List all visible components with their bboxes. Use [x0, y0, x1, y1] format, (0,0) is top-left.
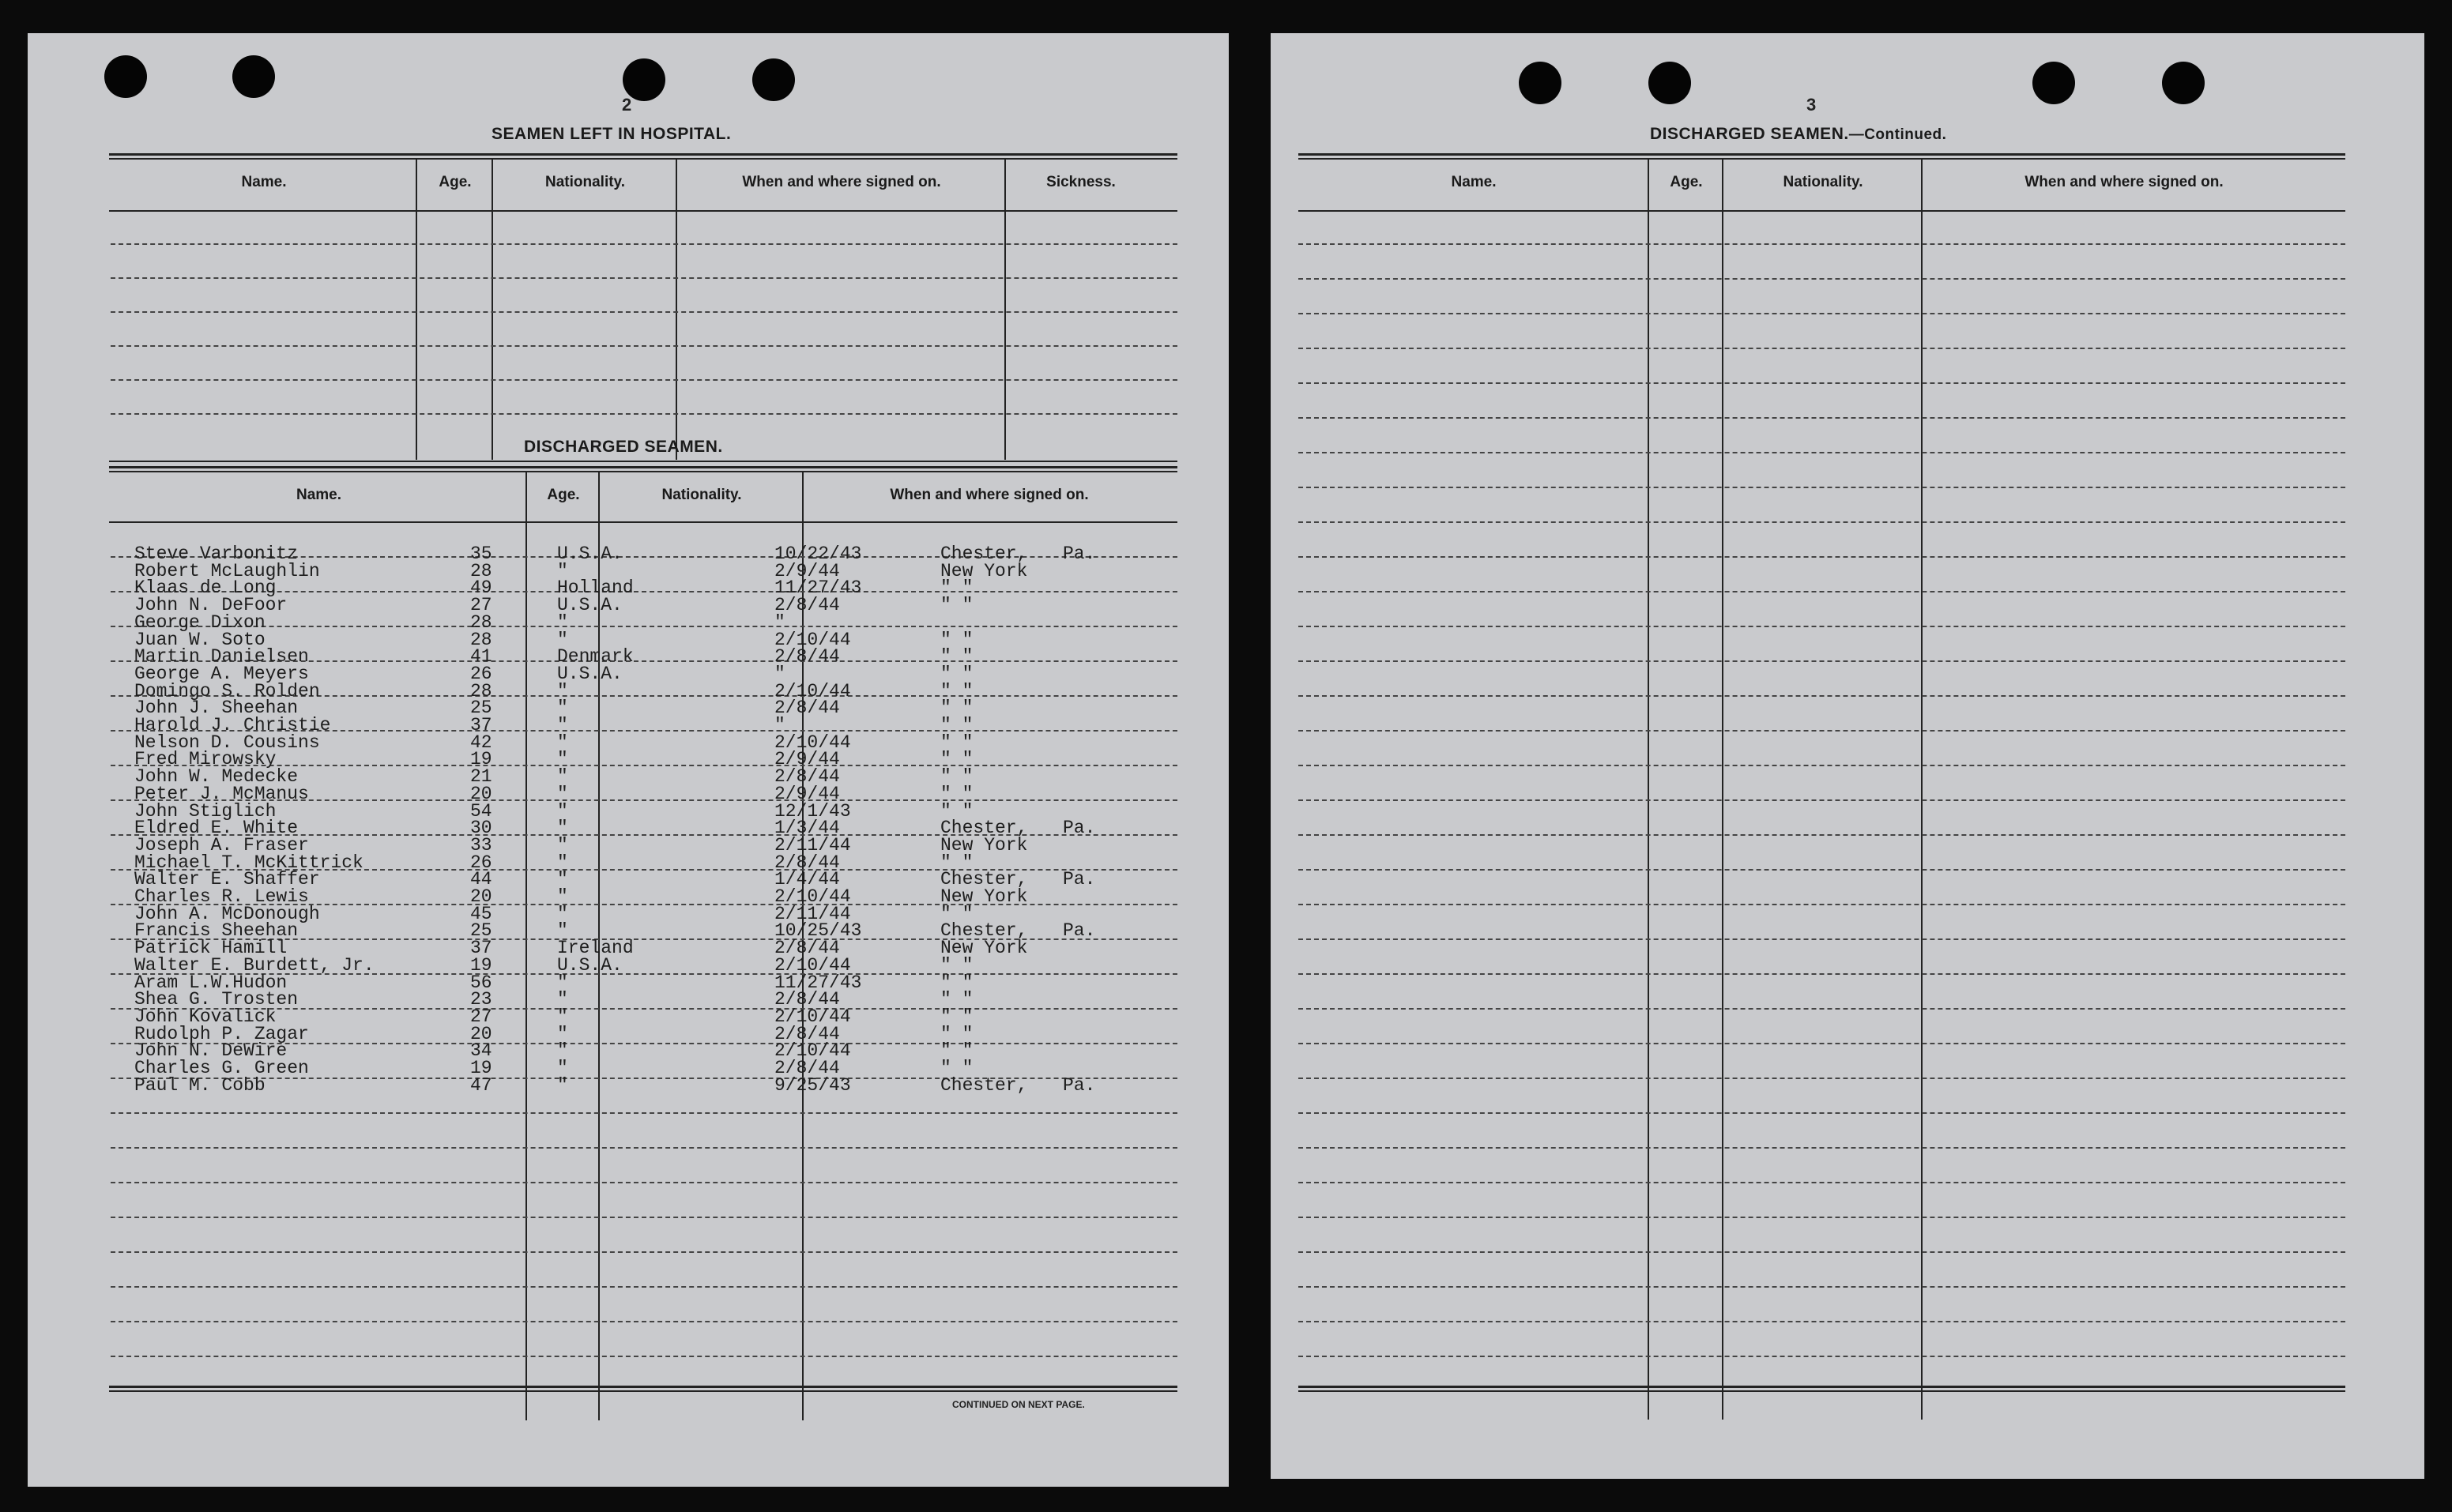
col-header-signed-on: When and where signed on. — [890, 487, 1089, 503]
seaman-name: Michael T. McKittrick — [134, 852, 363, 873]
signed-on-date: 2/8/44 — [774, 852, 840, 873]
seaman-name: Joseph A. Fraser — [134, 834, 309, 856]
ruled-line — [1298, 1043, 2345, 1044]
signed-on-date: 1/3/44 — [774, 818, 840, 839]
seaman-age: 26 — [470, 852, 492, 873]
ruled-line — [111, 1182, 1177, 1183]
ruled-line — [1298, 1078, 2345, 1079]
header-rule — [109, 521, 1177, 523]
seaman-name: John W. Medecke — [134, 766, 299, 788]
seaman-name: Klaas de Long — [134, 577, 277, 599]
signed-on-state: Pa. — [1063, 920, 1096, 942]
seaman-age: 27 — [470, 595, 492, 616]
ruled-line — [111, 413, 1177, 415]
signed-on-date: 2/11/44 — [774, 903, 851, 924]
seaman-age: 30 — [470, 818, 492, 839]
column-divider — [492, 160, 493, 460]
ruled-line — [1298, 938, 2345, 940]
binder-hole — [752, 58, 795, 101]
signed-on-state: Pa. — [1063, 543, 1096, 564]
col-header-name: Name. — [1451, 174, 1497, 190]
seaman-nationality: " — [557, 1040, 568, 1062]
ruled-line — [1298, 660, 2345, 662]
seaman-age: 27 — [470, 1006, 492, 1027]
signed-on-date: 2/8/44 — [774, 595, 840, 616]
signed-on-place: Chester, — [940, 1074, 1028, 1096]
ruled-line — [1298, 1356, 2345, 1357]
page-number: 3 — [1806, 95, 1817, 115]
seaman-name: Walter E. Shaffer — [134, 869, 320, 890]
ruled-line — [1298, 1182, 2345, 1183]
seaman-nationality: " — [557, 869, 568, 890]
seaman-nationality: " — [557, 800, 568, 822]
seaman-age: 41 — [470, 646, 492, 668]
ruled-line — [1298, 1112, 2345, 1114]
seaman-nationality: " — [557, 560, 568, 581]
column-divider — [676, 160, 677, 460]
signed-on-date: " — [774, 611, 785, 633]
ruled-line — [111, 1251, 1177, 1253]
ruled-line — [1298, 1147, 2345, 1149]
signed-on-place: Chester, — [940, 920, 1028, 942]
table-top-rule — [109, 466, 1177, 472]
ruled-line — [1298, 834, 2345, 836]
signed-on-place: Chester, — [940, 869, 1028, 890]
seaman-nationality: " — [557, 818, 568, 839]
signed-on-place: " " — [940, 749, 974, 770]
discharged-continued-title — [1650, 125, 1946, 144]
signed-on-place: " " — [940, 1023, 974, 1044]
seaman-nationality: " — [557, 732, 568, 753]
seaman-age: 25 — [470, 698, 492, 719]
col-header-name: Name. — [296, 487, 342, 503]
signed-on-place: " " — [940, 1040, 974, 1062]
binder-hole — [2162, 62, 2205, 104]
seaman-name: Harold J. Christie — [134, 715, 331, 735]
signed-on-date: 10/22/43 — [774, 543, 862, 564]
seaman-age: 28 — [470, 680, 492, 701]
binder-hole — [104, 55, 147, 98]
seaman-name: Walter E. Burdett, Jr. — [134, 954, 375, 976]
binder-hole — [1648, 62, 1691, 104]
signed-on-place: " " — [940, 698, 974, 719]
signed-on-place: New York — [940, 938, 1028, 959]
seaman-nationality: " — [557, 698, 568, 719]
seaman-age: 45 — [470, 903, 492, 924]
ruled-line — [1298, 626, 2345, 627]
signed-on-place: " " — [940, 577, 974, 599]
seaman-name: Domingo S. Rolden — [134, 680, 320, 701]
seaman-nationality: U.S.A. — [557, 663, 623, 684]
table-top-rule — [1298, 153, 2345, 160]
title-text: DISCHARGED SEAMEN. — [1650, 125, 1849, 143]
ruled-line — [111, 1147, 1177, 1149]
seaman-age: 42 — [470, 732, 492, 753]
seaman-nationality: Ireland — [557, 938, 634, 959]
discharged-section-title: DISCHARGED SEAMEN. — [524, 438, 723, 456]
signed-on-place: " " — [940, 972, 974, 993]
col-header-nationality: Nationality. — [545, 174, 625, 190]
signed-on-place: " " — [940, 1006, 974, 1027]
table-bottom-rule — [109, 1386, 1177, 1392]
seaman-name: Eldred E. White — [134, 818, 299, 839]
seaman-nationality: U.S.A. — [557, 543, 623, 564]
seaman-nationality: " — [557, 903, 568, 924]
seaman-name: John Kovalick — [134, 1006, 277, 1027]
signed-on-place: " " — [940, 595, 974, 616]
signed-on-date: 2/10/44 — [774, 1006, 851, 1027]
signed-on-place: " " — [940, 715, 974, 735]
seaman-nationality: " — [557, 852, 568, 873]
ruled-line — [1298, 591, 2345, 592]
signed-on-date: 2/10/44 — [774, 954, 851, 976]
signed-on-state: Pa. — [1063, 869, 1096, 890]
signed-on-place: " " — [940, 732, 974, 753]
signed-on-place: " " — [940, 783, 974, 804]
seaman-name: Martin Danielsen — [134, 646, 309, 668]
seaman-age: 33 — [470, 834, 492, 856]
ruled-line — [1298, 452, 2345, 453]
left-page — [28, 33, 1229, 1487]
signed-on-date: 2/9/44 — [774, 783, 840, 804]
seaman-name: Steve Varbonitz — [134, 543, 299, 564]
signed-on-place: New York — [940, 834, 1028, 856]
seaman-name: John Stiglich — [134, 800, 277, 822]
seaman-age: 19 — [470, 954, 492, 976]
ruled-line — [1298, 487, 2345, 488]
seaman-age: 20 — [470, 1023, 492, 1044]
seaman-name: George A. Meyers — [134, 663, 309, 684]
signed-on-place: Chester, — [940, 818, 1028, 839]
signed-on-date: 10/25/43 — [774, 920, 862, 942]
seaman-nationality: " — [557, 680, 568, 701]
signed-on-date: 2/10/44 — [774, 629, 851, 650]
ruled-line — [1298, 1286, 2345, 1288]
seaman-age: 26 — [470, 663, 492, 684]
column-divider — [525, 472, 527, 1420]
signed-on-state: Pa. — [1063, 818, 1096, 839]
signed-on-date: 2/9/44 — [774, 749, 840, 770]
signed-on-date: 2/9/44 — [774, 560, 840, 581]
ruled-line — [1298, 243, 2345, 245]
signed-on-date: 2/10/44 — [774, 1040, 851, 1062]
col-header-nationality: Nationality. — [1783, 174, 1863, 190]
ruled-line — [1298, 1321, 2345, 1322]
ruled-line — [1298, 278, 2345, 280]
seaman-nationality: " — [557, 1058, 568, 1078]
table-bottom-rule — [1298, 1386, 2345, 1392]
seaman-age: 44 — [470, 869, 492, 890]
hospital-section-title: SEAMEN LEFT IN HOSPITAL. — [492, 125, 732, 143]
seaman-nationality: " — [557, 834, 568, 856]
binder-hole — [1519, 62, 1561, 104]
seaman-name: Juan W. Soto — [134, 629, 266, 650]
col-header-age: Age. — [439, 174, 472, 190]
seaman-name: Peter J. McManus — [134, 783, 309, 804]
seaman-age: 37 — [470, 715, 492, 735]
seaman-name: Nelson D. Cousins — [134, 732, 320, 753]
ruled-line — [1298, 348, 2345, 349]
ruled-line — [1298, 417, 2345, 419]
continued-note: CONTINUED ON NEXT PAGE. — [952, 1399, 1085, 1410]
seaman-age: 47 — [470, 1074, 492, 1096]
signed-on-date: 11/27/43 — [774, 972, 862, 993]
signed-on-place: " " — [940, 1058, 974, 1078]
ruled-line — [1298, 799, 2345, 801]
table-top-rule — [109, 153, 1177, 160]
signed-on-date: 2/10/44 — [774, 886, 851, 907]
seaman-age: 28 — [470, 611, 492, 633]
ruled-line — [111, 311, 1177, 313]
signed-on-place: " " — [940, 903, 974, 924]
seaman-nationality: " — [557, 611, 568, 633]
ruled-line — [1298, 1217, 2345, 1218]
seaman-age: 49 — [470, 577, 492, 599]
seaman-age: 56 — [470, 972, 492, 993]
seaman-name: John J. Sheehan — [134, 698, 299, 719]
ruled-line — [1298, 521, 2345, 523]
signed-on-date: 9/25/43 — [774, 1074, 851, 1096]
ruled-line — [1298, 765, 2345, 766]
ruled-line — [111, 1217, 1177, 1218]
seaman-name: John N. DeWire — [134, 1040, 288, 1062]
seaman-age: 21 — [470, 766, 492, 788]
seaman-nationality: U.S.A. — [557, 595, 623, 616]
signed-on-place: " " — [940, 629, 974, 650]
signed-on-date: " — [774, 663, 785, 684]
signed-on-date: 2/8/44 — [774, 1058, 840, 1078]
signed-on-place: Chester, — [940, 543, 1028, 564]
seaman-name: John A. McDonough — [134, 903, 320, 924]
seaman-name: Charles R. Lewis — [134, 886, 309, 907]
seaman-age: 28 — [470, 560, 492, 581]
seaman-name: Aram L.W.Hudon — [134, 972, 288, 993]
seaman-name: Patrick Hamill — [134, 938, 288, 959]
seaman-age: 35 — [470, 543, 492, 564]
signed-on-date: 2/8/44 — [774, 646, 840, 668]
ruled-line — [111, 345, 1177, 347]
title-continued: —Continued. — [1848, 126, 1947, 143]
page-number: 2 — [622, 95, 632, 115]
ruled-line — [111, 243, 1177, 245]
header-rule — [1298, 210, 2345, 212]
ruled-line — [111, 1286, 1177, 1288]
column-divider — [416, 160, 417, 460]
seaman-nationality: " — [557, 783, 568, 804]
header-rule — [109, 210, 1177, 212]
seaman-age: 28 — [470, 629, 492, 650]
seaman-nationality: " — [557, 1023, 568, 1044]
seaman-nationality: " — [557, 629, 568, 650]
seaman-name: Shea G. Trosten — [134, 989, 299, 1010]
signed-on-date: 2/11/44 — [774, 834, 851, 856]
seaman-name: George Dixon — [134, 611, 266, 633]
signed-on-date: " — [774, 715, 785, 735]
seaman-nationality: " — [557, 1006, 568, 1027]
col-header-name: Name. — [241, 174, 287, 190]
seaman-age: 23 — [470, 989, 492, 1010]
seaman-nationality: " — [557, 886, 568, 907]
seaman-nationality: " — [557, 766, 568, 788]
ruled-line — [1298, 730, 2345, 732]
signed-on-date: 11/27/43 — [774, 577, 862, 599]
ruled-line — [1298, 695, 2345, 697]
ruled-line — [1298, 556, 2345, 558]
col-header-age: Age. — [1670, 174, 1703, 190]
signed-on-place: " " — [940, 989, 974, 1010]
ruled-line — [1298, 382, 2345, 384]
signed-on-place: New York — [940, 886, 1028, 907]
seaman-nationality: " — [557, 1074, 568, 1096]
seaman-age: 19 — [470, 1058, 492, 1078]
ruled-line — [111, 626, 1177, 627]
signed-on-place: New York — [940, 560, 1028, 581]
signed-on-place: " " — [940, 954, 974, 976]
binder-hole — [2032, 62, 2075, 104]
seaman-nationality: " — [557, 715, 568, 735]
seaman-nationality: " — [557, 972, 568, 993]
signed-on-date: 2/10/44 — [774, 680, 851, 701]
seaman-nationality: Holland — [557, 577, 634, 599]
table-bottom-rule — [109, 461, 1177, 462]
signed-on-place: " " — [940, 852, 974, 873]
seaman-name: Francis Sheehan — [134, 920, 299, 942]
seaman-nationality: " — [557, 920, 568, 942]
column-divider — [1004, 160, 1006, 460]
ruled-line — [1298, 869, 2345, 871]
seaman-age: 37 — [470, 938, 492, 959]
signed-on-place: " " — [940, 646, 974, 668]
seaman-age: 20 — [470, 886, 492, 907]
binder-hole — [232, 55, 275, 98]
seaman-age: 34 — [470, 1040, 492, 1062]
signed-on-date: 2/8/44 — [774, 989, 840, 1010]
seaman-nationality: U.S.A. — [557, 954, 623, 976]
seaman-age: 25 — [470, 920, 492, 942]
seaman-name: Fred Mirowsky — [134, 749, 277, 770]
col-header-signed-on: When and where signed on. — [2025, 174, 2224, 190]
signed-on-place: " " — [940, 800, 974, 822]
ruled-line — [111, 379, 1177, 381]
ruled-line — [111, 1356, 1177, 1357]
signed-on-date: 2/8/44 — [774, 698, 840, 719]
seaman-nationality: Denmark — [557, 646, 634, 668]
seaman-age: 54 — [470, 800, 492, 822]
seaman-name: John N. DeFoor — [134, 595, 288, 616]
col-header-sickness: Sickness. — [1046, 174, 1116, 190]
signed-on-date: 12/1/43 — [774, 800, 851, 822]
signed-on-place: " " — [940, 680, 974, 701]
ruled-line — [111, 277, 1177, 279]
seaman-name: Robert McLaughlin — [134, 560, 320, 581]
right-page — [1271, 33, 2424, 1479]
ruled-line — [1298, 1008, 2345, 1010]
signed-on-place: " " — [940, 663, 974, 684]
seaman-age: 19 — [470, 749, 492, 770]
col-header-signed-on: When and where signed on. — [742, 174, 941, 190]
signed-on-date: 2/10/44 — [774, 732, 851, 753]
signed-on-date: 2/8/44 — [774, 1023, 840, 1044]
signed-on-date: 2/8/44 — [774, 938, 840, 959]
seaman-name: Charles G. Green — [134, 1058, 309, 1078]
ruled-line — [111, 1112, 1177, 1114]
signed-on-state: Pa. — [1063, 1074, 1096, 1096]
signed-on-date: 1/4/44 — [774, 869, 840, 890]
seaman-age: 20 — [470, 783, 492, 804]
seaman-nationality: " — [557, 989, 568, 1010]
col-header-age: Age. — [547, 487, 580, 503]
seaman-nationality: " — [557, 749, 568, 770]
signed-on-date: 2/8/44 — [774, 766, 840, 788]
seaman-name: Rudolph P. Zagar — [134, 1023, 309, 1044]
ruled-line — [1298, 904, 2345, 905]
ruled-line — [1298, 973, 2345, 975]
signed-on-place: " " — [940, 766, 974, 788]
ruled-line — [1298, 313, 2345, 314]
ruled-line — [1298, 1251, 2345, 1253]
col-header-nationality: Nationality. — [661, 487, 742, 503]
ruled-line — [111, 1321, 1177, 1322]
seaman-name: Paul M. Cobb — [134, 1074, 266, 1096]
